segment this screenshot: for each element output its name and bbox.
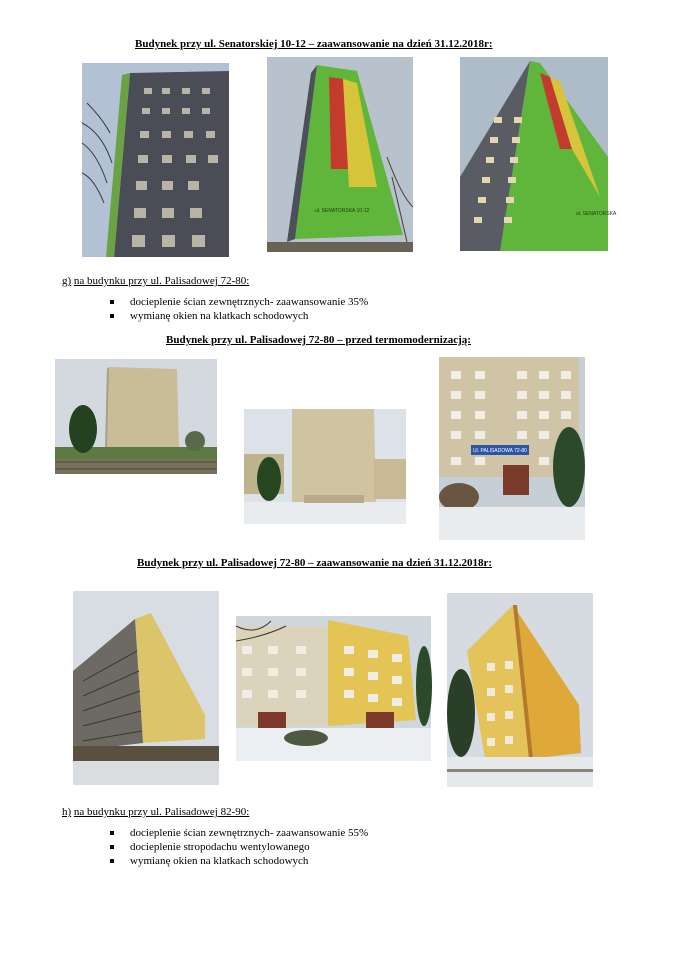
photo-palisadowa-before-2 [244, 409, 406, 524]
item-g-marker: g) [62, 275, 72, 287]
list-item: wymianę okien na klatkach schodowych [110, 309, 368, 323]
list-item: docieplenie stropodachu wentylowanego [110, 840, 368, 854]
building-sign-text: Ul. PALISADOWA 72-80 [473, 448, 527, 454]
photo-palisadowa-before-1 [55, 359, 217, 474]
list-item: docieplenie ścian zewnętrznych- zaawansowanie 55% [110, 826, 368, 840]
item-h-text: na budynku przy ul. Palisadowej 82-90: [73, 806, 250, 818]
item-g-bullets [110, 295, 368, 323]
list-item: docieplenie ścian zewnętrznych- zaawansowanie 35% [110, 295, 368, 309]
photo-palisadowa-progress-2 [236, 616, 431, 761]
heading-palisadowa-progress: Budynek przy ul. Palisadowej 72-80 – zaawansowanie na dzień 31.12.2018r: [137, 557, 493, 569]
item-g-text: na budynku przy ul. Palisadowej 72-80: [73, 275, 250, 287]
item-h-bullets [110, 826, 368, 868]
photo-palisadowa-progress-1 [73, 591, 219, 785]
photo-palisadowa-progress-3 [447, 593, 593, 787]
photo-palisadowa-before-3 [439, 357, 585, 540]
photo-senatorska-2 [267, 57, 413, 252]
heading-palisadowa-before: Budynek przy ul. Palisadowej 72-80 – przed termomodernizacją: [166, 334, 471, 346]
item-h-marker: h) [62, 806, 72, 818]
list-item: wymianę okien na klatkach schodowych [110, 854, 368, 868]
item-h [62, 806, 249, 818]
item-g [62, 275, 249, 287]
building-sign-text: ul. SENATORSKA [576, 211, 617, 217]
photo-senatorska-1 [82, 63, 229, 257]
heading-senatorska: Budynek przy ul. Senatorskiej 10-12 – zaawansowanie na dzień 31.12.2018r: [135, 38, 493, 50]
photo-senatorska-3 [460, 57, 617, 251]
building-sign-text: ul. SENATORSKA 10-12 [315, 208, 370, 214]
